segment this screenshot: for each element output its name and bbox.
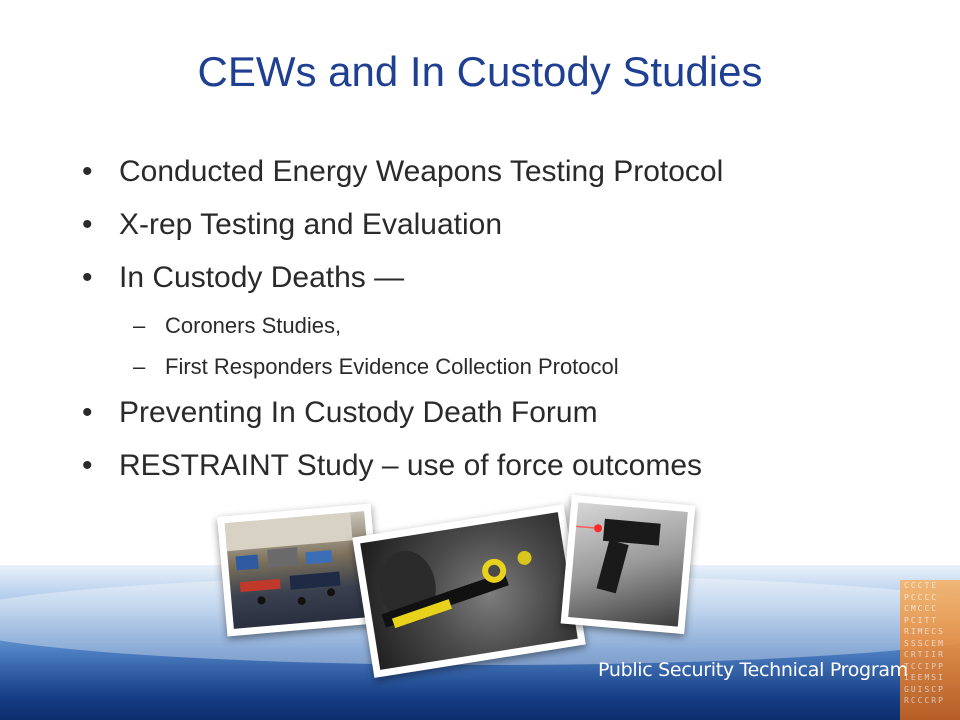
bullet-dot: • (82, 261, 93, 294)
bullet-item (82, 203, 922, 256)
bullet-text: Conducted Energy Weapons Testing Protocol (119, 155, 724, 188)
grid-row: RIMECS (904, 627, 945, 636)
grid-row: IEEMSI (904, 673, 945, 682)
grid-row: CCCTE (904, 581, 939, 590)
bullet-item (82, 256, 922, 309)
grid-row: SSSCEM (904, 638, 945, 648)
bullet-item (82, 391, 922, 444)
photo-exhibition-hall-image (225, 511, 374, 629)
decorative-letter-grid (900, 580, 960, 720)
bullet-text: In Custody Deaths — (119, 261, 405, 294)
bullet-dot: • (82, 155, 93, 188)
grid-row: PCCCC (904, 592, 939, 602)
shotgun-graphic (360, 514, 562, 656)
sub-bullet-dash: – (133, 313, 146, 338)
taser-graphic (569, 502, 673, 611)
bullet-text: Preventing In Custody Death Forum (119, 396, 598, 429)
bullet-item (82, 444, 922, 497)
bullet-text: RESTRAINT Study – use of force outcomes (119, 449, 703, 482)
bullet-dot: • (82, 208, 93, 241)
grid-row: TCCIPP (904, 661, 945, 671)
sub-bullet-text: Coroners Studies, (165, 313, 342, 338)
bullet-text: X-rep Testing and Evaluation (119, 208, 503, 241)
sub-bullet-dash: – (133, 354, 146, 379)
bullet-list (82, 150, 922, 497)
grid-row: PCITT (904, 615, 939, 625)
photo-x-rep-shotgun-image (360, 512, 578, 670)
sub-bullet-item (82, 309, 922, 350)
grid-row: CMCCC (904, 604, 939, 613)
bullet-item (82, 150, 922, 203)
photo-taser-device-image (568, 502, 688, 626)
sub-bullet-item (82, 350, 922, 391)
grid-row: CRTIIR (904, 650, 945, 659)
exhibition-hall-graphic (225, 512, 359, 615)
grid-row: RCCCRP (904, 696, 945, 705)
photo-taser-device (561, 495, 696, 634)
program-name: Public Security Technical Program (598, 659, 908, 681)
grid-row: GUISCP (904, 684, 945, 694)
sub-bullet-text: First Responders Evidence Collection Protocol (165, 354, 619, 379)
slide-title: CEWs and In Custody Studies (197, 48, 763, 95)
bullet-dot: • (82, 396, 93, 429)
bullet-dot: • (82, 449, 93, 482)
